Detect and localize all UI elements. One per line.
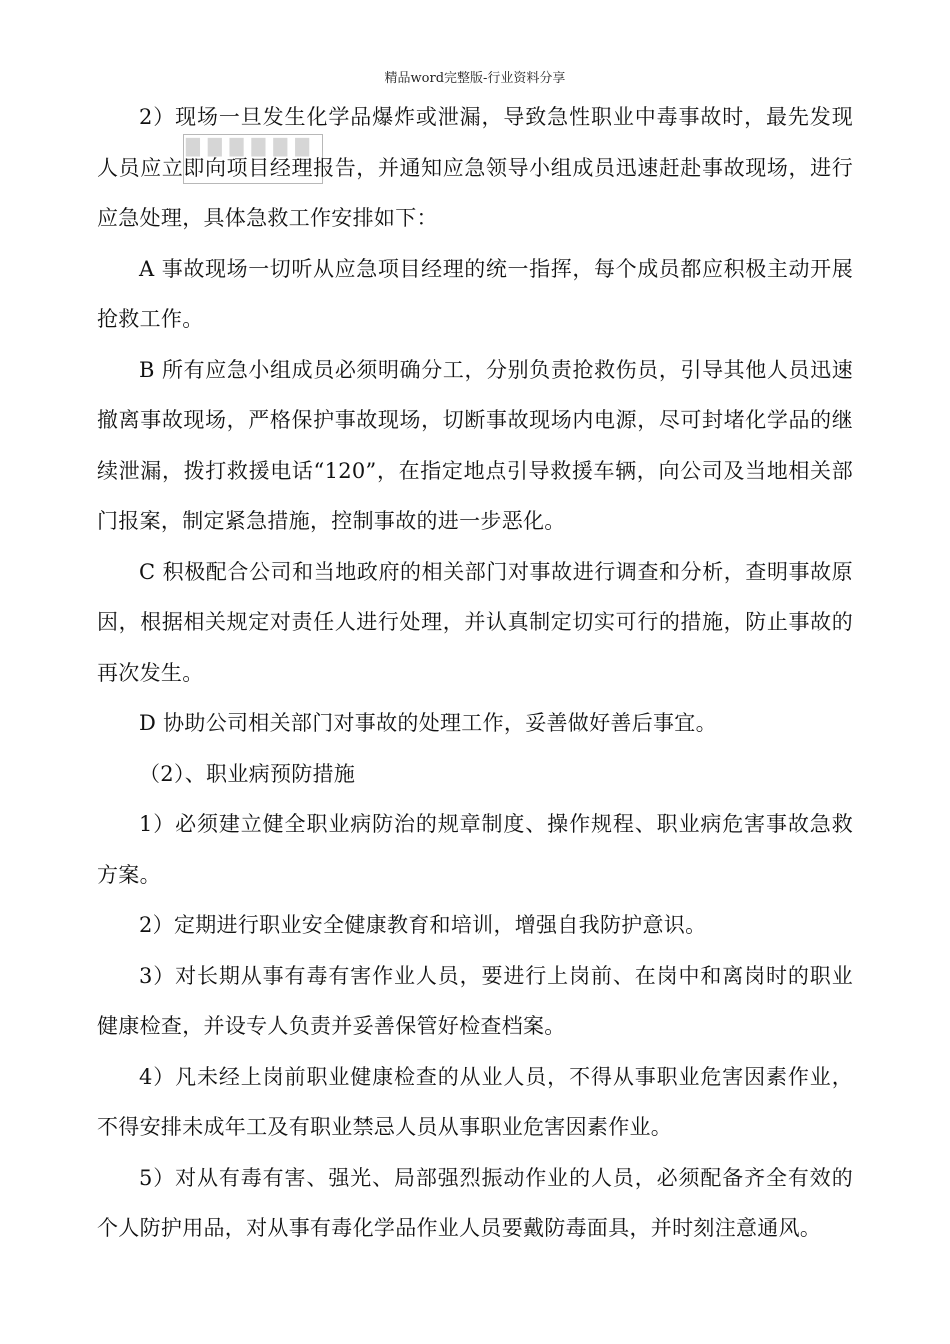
paragraph-measure-2: 2）定期进行职业安全健康教育和培训，增强自我防护意识。: [139, 913, 707, 937]
page-header: 精品word完整版-行业资料分享: [384, 71, 566, 86]
paragraph-measure-5: 5）对从有毒有害、强光、局部强烈振动作业的人员，必须配备齐全有效的个人防护用品，对从事有毒化学品作业人员要戴防毒面具，并时刻注意通风。: [97, 1165, 853, 1240]
watermark-fragment: ▇▇▇▇▇▇: [186, 136, 318, 157]
paragraph-emergency-report: 2）现场一旦发生化学品爆炸或泄漏，导致急性职业中毒事故时，最先发现人员应立即向项目经理报告，并通知应急领导小组成员迅速赶赴事故现场，进行应急处理，具体急救工作安排如下：: [97, 105, 853, 230]
document-body: [97, 92, 853, 1254]
paragraph-measure-1: 1）必须建立健全职业病防治的规章制度、操作规程、职业病危害事故急救方案。: [97, 812, 853, 887]
paragraph-item-a: A 事故现场一切听从应急项目经理的统一指挥，每个成员都应积极主动开展抢救工作。: [97, 256, 853, 331]
paragraph-item-d: D 协助公司相关部门对事故的处理工作，妥善做好善后事宜。: [139, 711, 717, 735]
paragraph-measure-4: 4）凡未经上岗前职业健康检查的从业人员，不得从事职业危害因素作业，不得安排未成年工及有职业禁忌人员从事职业危害因素作业。: [97, 1064, 853, 1139]
section-heading-prevention: （2）、职业病预防措施: [139, 761, 356, 786]
paragraph-item-c: C 积极配合公司和当地政府的相关部门对事故进行调查和分析，查明事故原因，根据相关规定对责任人进行处理，并认真制定切实可行的措施，防止事故的再次发生。: [97, 559, 853, 685]
paragraph-item-b: B 所有应急小组成员必须明确分工，分别负责抢救伤员，引导其他人员迅速撤离事故现场，严格保护事故现场，切断事故现场内电源，尽可封堵化学品的继续泄漏，拨打救援电话“120”，在指定地点引导救援车辆，向公司及当地相关部门报案，制定紧急措施，控制事故的进一步恶化。: [97, 357, 853, 533]
paragraph-measure-3: 3）对长期从事有毒有害作业人员，要进行上岗前、在岗中和离岗时的职业健康检查，并设专人负责并妥善保管好检查档案。: [97, 963, 853, 1038]
